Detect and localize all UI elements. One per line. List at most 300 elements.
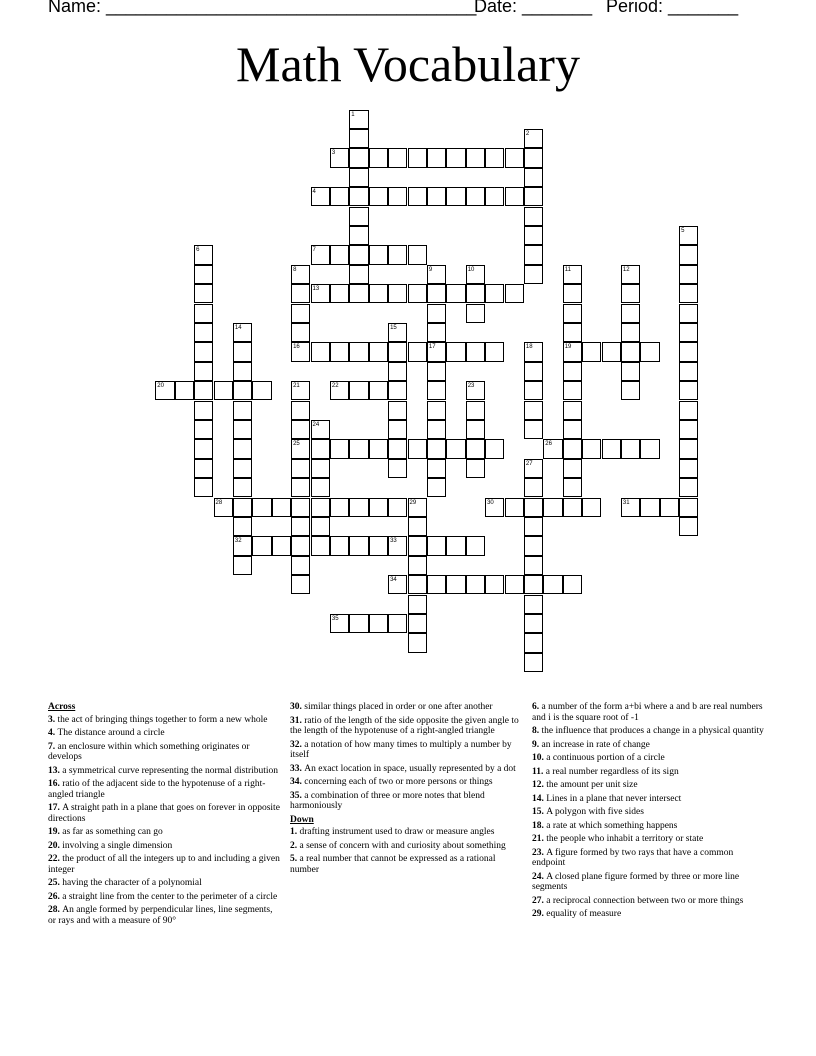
grid-cell[interactable] bbox=[349, 614, 368, 633]
grid-cell[interactable] bbox=[524, 498, 543, 517]
grid-cell[interactable] bbox=[466, 284, 485, 303]
grid-cell[interactable] bbox=[485, 284, 504, 303]
grid-cell[interactable] bbox=[330, 439, 349, 458]
grid-cell[interactable] bbox=[252, 381, 271, 400]
clue-item-text: A figure formed by two rays that have a common endpoint bbox=[532, 847, 734, 868]
grid-cell[interactable] bbox=[349, 168, 368, 187]
grid-cell[interactable] bbox=[369, 439, 388, 458]
clue-item bbox=[532, 753, 764, 764]
grid-cell[interactable] bbox=[621, 265, 640, 284]
clue-item bbox=[48, 742, 280, 763]
grid-cell[interactable] bbox=[369, 148, 388, 167]
grid-cell[interactable] bbox=[349, 207, 368, 226]
grid-cell[interactable] bbox=[505, 148, 524, 167]
clue-item-text: the influence that produces a change in a physical quantity bbox=[541, 726, 764, 736]
clue-item-number: 13. bbox=[48, 765, 63, 776]
grid-cell[interactable] bbox=[291, 478, 310, 497]
grid-cell[interactable] bbox=[679, 517, 698, 536]
clue-item-number: 29. bbox=[532, 909, 547, 919]
grid-cell[interactable] bbox=[427, 362, 446, 381]
date-field-label[interactable]: Date: _______ bbox=[474, 0, 593, 16]
grid-cell[interactable] bbox=[485, 498, 504, 517]
clue-item bbox=[532, 726, 764, 737]
grid-cell[interactable] bbox=[466, 304, 485, 323]
grid-cell[interactable] bbox=[679, 226, 698, 245]
clue-section-heading: Down bbox=[290, 814, 314, 825]
grid-cell[interactable] bbox=[563, 304, 582, 323]
clue-item bbox=[290, 791, 522, 812]
grid-cell[interactable] bbox=[505, 284, 524, 303]
grid-cell[interactable] bbox=[272, 498, 291, 517]
grid-cell[interactable] bbox=[349, 284, 368, 303]
grid-cell[interactable] bbox=[427, 478, 446, 497]
clue-item bbox=[290, 716, 522, 737]
grid-cell[interactable] bbox=[505, 498, 524, 517]
grid-cell[interactable] bbox=[427, 439, 446, 458]
grid-cell[interactable] bbox=[524, 420, 543, 439]
grid-cell[interactable] bbox=[311, 342, 330, 361]
grid-cell[interactable] bbox=[485, 439, 504, 458]
grid-cell[interactable] bbox=[194, 478, 213, 497]
grid-cell[interactable] bbox=[194, 342, 213, 361]
grid-cell[interactable] bbox=[679, 323, 698, 342]
grid-cell[interactable] bbox=[679, 498, 698, 517]
grid-cell[interactable] bbox=[291, 323, 310, 342]
grid-cell[interactable] bbox=[311, 245, 330, 264]
grid-cell[interactable] bbox=[543, 439, 562, 458]
grid-cell[interactable] bbox=[485, 575, 504, 594]
grid-cell[interactable] bbox=[233, 536, 252, 555]
clue-number: 5 bbox=[681, 227, 685, 234]
grid-cell[interactable] bbox=[369, 187, 388, 206]
grid-cell[interactable] bbox=[330, 342, 349, 361]
grid-cell[interactable] bbox=[621, 498, 640, 517]
grid-cell[interactable] bbox=[524, 556, 543, 575]
grid-cell[interactable] bbox=[563, 478, 582, 497]
grid-cell[interactable] bbox=[563, 401, 582, 420]
grid-cell[interactable] bbox=[679, 362, 698, 381]
grid-cell[interactable] bbox=[524, 459, 543, 478]
grid-cell[interactable] bbox=[679, 439, 698, 458]
grid-cell[interactable] bbox=[349, 439, 368, 458]
grid-cell[interactable] bbox=[291, 517, 310, 536]
grid-cell[interactable] bbox=[155, 381, 174, 400]
grid-cell[interactable] bbox=[349, 381, 368, 400]
grid-cell[interactable] bbox=[505, 575, 524, 594]
grid-cell[interactable] bbox=[563, 284, 582, 303]
grid-cell[interactable] bbox=[194, 245, 213, 264]
grid-cell[interactable] bbox=[427, 536, 446, 555]
clue-item bbox=[532, 872, 764, 893]
grid-cell[interactable] bbox=[446, 575, 465, 594]
grid-cell[interactable] bbox=[408, 536, 427, 555]
clue-item-text: involving a single dimension bbox=[62, 840, 173, 851]
grid-cell[interactable] bbox=[369, 381, 388, 400]
grid-cell[interactable] bbox=[194, 323, 213, 342]
grid-cell[interactable] bbox=[679, 265, 698, 284]
grid-cell[interactable] bbox=[388, 187, 407, 206]
grid-cell[interactable] bbox=[621, 381, 640, 400]
grid-cell[interactable] bbox=[408, 517, 427, 536]
grid-cell[interactable] bbox=[388, 614, 407, 633]
grid-cell[interactable] bbox=[291, 342, 310, 361]
grid-cell[interactable] bbox=[524, 265, 543, 284]
grid-cell[interactable] bbox=[349, 498, 368, 517]
clue-number: 11 bbox=[564, 266, 571, 273]
grid-cell[interactable] bbox=[311, 478, 330, 497]
grid-cell[interactable] bbox=[311, 517, 330, 536]
grid-cell[interactable] bbox=[621, 362, 640, 381]
grid-cell[interactable] bbox=[272, 536, 291, 555]
grid-cell[interactable] bbox=[369, 614, 388, 633]
grid-cell[interactable] bbox=[388, 575, 407, 594]
grid-cell[interactable] bbox=[408, 595, 427, 614]
grid-cell[interactable] bbox=[660, 498, 679, 517]
grid-cell[interactable] bbox=[252, 536, 271, 555]
grid-cell[interactable] bbox=[388, 362, 407, 381]
grid-cell[interactable] bbox=[446, 342, 465, 361]
grid-cell[interactable] bbox=[466, 342, 485, 361]
clue-number: 19 bbox=[564, 344, 572, 351]
clue-item-number: 3. bbox=[48, 714, 58, 725]
grid-cell[interactable] bbox=[466, 439, 485, 458]
grid-cell[interactable] bbox=[194, 284, 213, 303]
grid-cell[interactable] bbox=[388, 323, 407, 342]
grid-cell[interactable] bbox=[349, 342, 368, 361]
grid-cell[interactable] bbox=[524, 633, 543, 652]
grid-cell[interactable] bbox=[563, 459, 582, 478]
grid-cell[interactable] bbox=[311, 439, 330, 458]
grid-cell[interactable] bbox=[563, 362, 582, 381]
grid-cell[interactable] bbox=[427, 420, 446, 439]
grid-cell[interactable] bbox=[233, 323, 252, 342]
grid-cell[interactable] bbox=[175, 381, 194, 400]
grid-cell[interactable] bbox=[427, 148, 446, 167]
grid-cell[interactable] bbox=[524, 148, 543, 167]
grid-cell[interactable] bbox=[291, 575, 310, 594]
grid-cell[interactable] bbox=[330, 381, 349, 400]
grid-cell[interactable] bbox=[679, 478, 698, 497]
grid-cell[interactable] bbox=[427, 381, 446, 400]
grid-cell[interactable] bbox=[524, 168, 543, 187]
grid-cell[interactable] bbox=[330, 148, 349, 167]
clue-item bbox=[48, 827, 280, 838]
grid-cell[interactable] bbox=[563, 498, 582, 517]
grid-cell[interactable] bbox=[427, 575, 446, 594]
grid-cell[interactable] bbox=[621, 342, 640, 361]
grid-cell[interactable] bbox=[679, 420, 698, 439]
grid-cell[interactable] bbox=[582, 498, 601, 517]
grid-cell[interactable] bbox=[233, 478, 252, 497]
grid-cell[interactable] bbox=[563, 575, 582, 594]
grid-cell[interactable] bbox=[194, 265, 213, 284]
grid-cell[interactable] bbox=[524, 129, 543, 148]
grid-cell[interactable] bbox=[388, 536, 407, 555]
grid-cell[interactable] bbox=[233, 459, 252, 478]
grid-cell[interactable] bbox=[679, 304, 698, 323]
grid-cell[interactable] bbox=[427, 323, 446, 342]
grid-cell[interactable] bbox=[291, 536, 310, 555]
grid-cell[interactable] bbox=[466, 459, 485, 478]
period-field-label[interactable]: Period: _______ bbox=[606, 0, 739, 16]
grid-cell[interactable] bbox=[485, 148, 504, 167]
grid-cell[interactable] bbox=[330, 614, 349, 633]
grid-cell[interactable] bbox=[233, 362, 252, 381]
grid-cell[interactable] bbox=[621, 304, 640, 323]
grid-cell[interactable] bbox=[427, 459, 446, 478]
grid-cell[interactable] bbox=[408, 498, 427, 517]
grid-cell[interactable] bbox=[466, 265, 485, 284]
grid-cell[interactable] bbox=[194, 362, 213, 381]
grid-cell[interactable] bbox=[563, 439, 582, 458]
clue-item-number: 14. bbox=[532, 793, 547, 804]
grid-cell[interactable] bbox=[524, 342, 543, 361]
grid-cell[interactable] bbox=[311, 284, 330, 303]
grid-cell[interactable] bbox=[194, 401, 213, 420]
grid-cell[interactable] bbox=[485, 187, 504, 206]
grid-cell[interactable] bbox=[679, 381, 698, 400]
grid-cell[interactable] bbox=[388, 401, 407, 420]
grid-cell[interactable] bbox=[291, 439, 310, 458]
grid-cell[interactable] bbox=[233, 401, 252, 420]
grid-cell[interactable] bbox=[330, 284, 349, 303]
grid-cell[interactable] bbox=[427, 284, 446, 303]
clue-item-text: a notation of how many times to multiply a number by itself bbox=[290, 739, 512, 760]
grid-cell[interactable] bbox=[388, 439, 407, 458]
grid-cell[interactable] bbox=[563, 342, 582, 361]
grid-cell[interactable] bbox=[524, 187, 543, 206]
grid-cell[interactable] bbox=[349, 129, 368, 148]
clue-number: 13 bbox=[312, 286, 320, 293]
clue-number: 28 bbox=[215, 499, 223, 506]
grid-cell[interactable] bbox=[349, 226, 368, 245]
grid-cell[interactable] bbox=[640, 439, 659, 458]
grid-cell[interactable] bbox=[194, 439, 213, 458]
grid-cell[interactable] bbox=[388, 342, 407, 361]
clue-item-text: the people who inhabit a territory or state bbox=[546, 834, 704, 844]
grid-cell[interactable] bbox=[427, 265, 446, 284]
grid-cell[interactable] bbox=[640, 342, 659, 361]
grid-cell[interactable] bbox=[311, 187, 330, 206]
grid-cell[interactable] bbox=[485, 342, 504, 361]
grid-cell[interactable] bbox=[524, 536, 543, 555]
grid-cell[interactable] bbox=[621, 323, 640, 342]
grid-cell[interactable] bbox=[524, 207, 543, 226]
grid-cell[interactable] bbox=[408, 284, 427, 303]
grid-cell[interactable] bbox=[408, 614, 427, 633]
grid-cell[interactable] bbox=[233, 381, 252, 400]
grid-cell[interactable] bbox=[369, 536, 388, 555]
grid-cell[interactable] bbox=[291, 265, 310, 284]
clue-number: 1 bbox=[351, 111, 355, 118]
grid-cell[interactable] bbox=[524, 226, 543, 245]
grid-cell[interactable] bbox=[466, 420, 485, 439]
grid-cell[interactable] bbox=[543, 575, 562, 594]
clue-number: 14 bbox=[234, 324, 242, 331]
grid-cell[interactable] bbox=[233, 517, 252, 536]
grid-cell[interactable] bbox=[349, 265, 368, 284]
grid-cell[interactable] bbox=[466, 401, 485, 420]
clue-item-text: drafting instrument used to draw or measure angles bbox=[299, 827, 495, 837]
grid-cell[interactable] bbox=[369, 284, 388, 303]
grid-cell[interactable] bbox=[563, 420, 582, 439]
clue-item-number: 7. bbox=[48, 741, 58, 752]
grid-cell[interactable] bbox=[679, 401, 698, 420]
grid-cell[interactable] bbox=[679, 459, 698, 478]
grid-cell[interactable] bbox=[349, 187, 368, 206]
clue-item bbox=[48, 728, 280, 739]
grid-cell[interactable] bbox=[524, 517, 543, 536]
grid-cell[interactable] bbox=[427, 401, 446, 420]
grid-cell[interactable] bbox=[466, 381, 485, 400]
grid-cell[interactable] bbox=[194, 381, 213, 400]
grid-cell[interactable] bbox=[388, 381, 407, 400]
grid-cell[interactable] bbox=[582, 439, 601, 458]
grid-cell[interactable] bbox=[233, 556, 252, 575]
grid-cell[interactable] bbox=[291, 556, 310, 575]
grid-cell[interactable] bbox=[505, 187, 524, 206]
grid-cell[interactable] bbox=[311, 536, 330, 555]
grid-cell[interactable] bbox=[388, 148, 407, 167]
grid-cell[interactable] bbox=[446, 148, 465, 167]
grid-cell[interactable] bbox=[524, 401, 543, 420]
grid-cell[interactable] bbox=[311, 498, 330, 517]
clue-item bbox=[290, 764, 522, 775]
grid-cell[interactable] bbox=[291, 459, 310, 478]
grid-cell[interactable] bbox=[291, 420, 310, 439]
grid-cell[interactable] bbox=[194, 420, 213, 439]
grid-cell[interactable] bbox=[369, 245, 388, 264]
clue-item bbox=[532, 807, 764, 818]
grid-cell[interactable] bbox=[408, 148, 427, 167]
clue-item-number: 35. bbox=[290, 790, 305, 801]
grid-cell[interactable] bbox=[408, 439, 427, 458]
clue-item-number: 1. bbox=[290, 827, 300, 837]
grid-cell[interactable] bbox=[446, 284, 465, 303]
grid-cell[interactable] bbox=[602, 342, 621, 361]
grid-cell[interactable] bbox=[349, 536, 368, 555]
grid-cell[interactable] bbox=[330, 187, 349, 206]
clue-item bbox=[532, 848, 764, 869]
grid-cell[interactable] bbox=[524, 362, 543, 381]
clue-number: 10 bbox=[467, 266, 475, 273]
grid-cell[interactable] bbox=[388, 459, 407, 478]
clue-item bbox=[532, 834, 764, 845]
grid-cell[interactable] bbox=[524, 478, 543, 497]
grid-cell[interactable] bbox=[466, 536, 485, 555]
grid-cell[interactable] bbox=[582, 342, 601, 361]
grid-cell[interactable] bbox=[679, 245, 698, 264]
grid-cell[interactable] bbox=[679, 284, 698, 303]
clue-item-text: The distance around a circle bbox=[57, 728, 165, 738]
clue-item-text: Lines in a plane that never intersect bbox=[546, 793, 682, 804]
grid-cell[interactable] bbox=[621, 439, 640, 458]
grid-cell[interactable] bbox=[408, 245, 427, 264]
grid-cell[interactable] bbox=[291, 284, 310, 303]
grid-cell[interactable] bbox=[446, 536, 465, 555]
grid-cell[interactable] bbox=[233, 420, 252, 439]
grid-cell[interactable] bbox=[427, 187, 446, 206]
grid-cell[interactable] bbox=[524, 245, 543, 264]
grid-cell[interactable] bbox=[543, 498, 562, 517]
grid-cell[interactable] bbox=[369, 342, 388, 361]
grid-cell[interactable] bbox=[291, 498, 310, 517]
grid-cell[interactable] bbox=[524, 653, 543, 672]
grid-cell[interactable] bbox=[466, 148, 485, 167]
grid-cell[interactable] bbox=[330, 245, 349, 264]
grid-cell[interactable] bbox=[214, 381, 233, 400]
grid-cell[interactable] bbox=[349, 110, 368, 129]
grid-cell[interactable] bbox=[252, 498, 271, 517]
grid-cell[interactable] bbox=[388, 420, 407, 439]
grid-cell[interactable] bbox=[388, 245, 407, 264]
grid-cell[interactable] bbox=[408, 556, 427, 575]
grid-cell[interactable] bbox=[408, 633, 427, 652]
grid-cell[interactable] bbox=[446, 439, 465, 458]
grid-cell[interactable] bbox=[446, 187, 465, 206]
grid-cell[interactable] bbox=[369, 498, 388, 517]
grid-cell[interactable] bbox=[311, 420, 330, 439]
grid-cell[interactable] bbox=[291, 304, 310, 323]
grid-cell[interactable] bbox=[349, 148, 368, 167]
grid-cell[interactable] bbox=[408, 342, 427, 361]
grid-cell[interactable] bbox=[408, 187, 427, 206]
grid-cell[interactable] bbox=[330, 536, 349, 555]
grid-cell[interactable] bbox=[233, 342, 252, 361]
grid-cell[interactable] bbox=[621, 284, 640, 303]
grid-cell[interactable] bbox=[408, 575, 427, 594]
grid-cell[interactable] bbox=[194, 304, 213, 323]
grid-cell[interactable] bbox=[233, 498, 252, 517]
grid-cell[interactable] bbox=[563, 265, 582, 284]
grid-cell[interactable] bbox=[524, 381, 543, 400]
grid-cell[interactable] bbox=[291, 401, 310, 420]
clue-item bbox=[48, 841, 280, 852]
grid-cell[interactable] bbox=[524, 575, 543, 594]
grid-cell[interactable] bbox=[233, 439, 252, 458]
clue-item-text: ratio of the length of the side opposite the given angle to the length of the hypotenuse of a right-angled triangle bbox=[290, 715, 519, 736]
grid-cell[interactable] bbox=[427, 304, 446, 323]
grid-cell[interactable] bbox=[194, 459, 213, 478]
grid-cell[interactable] bbox=[563, 381, 582, 400]
name-field-label[interactable]: Name: _____________________________________ bbox=[48, 0, 477, 16]
grid-cell[interactable] bbox=[466, 187, 485, 206]
grid-cell[interactable] bbox=[349, 245, 368, 264]
grid-cell[interactable] bbox=[524, 614, 543, 633]
grid-cell[interactable] bbox=[563, 323, 582, 342]
clue-item-text: a reciprocal connection between two or more things bbox=[546, 895, 744, 906]
grid-cell[interactable] bbox=[602, 439, 621, 458]
grid-cell[interactable] bbox=[388, 284, 407, 303]
grid-cell[interactable] bbox=[214, 498, 233, 517]
clue-item-text: A closed plane figure formed by three or more line segments bbox=[532, 871, 740, 892]
clue-number: 31 bbox=[622, 499, 630, 506]
grid-cell[interactable] bbox=[679, 342, 698, 361]
grid-cell[interactable] bbox=[466, 575, 485, 594]
grid-cell[interactable] bbox=[427, 342, 446, 361]
clue-item-text: a symmetrical curve representing the normal distribution bbox=[62, 765, 279, 776]
grid-cell[interactable] bbox=[388, 498, 407, 517]
grid-cell[interactable] bbox=[311, 459, 330, 478]
grid-cell[interactable] bbox=[640, 498, 659, 517]
clue-number: 21 bbox=[293, 383, 300, 390]
grid-cell[interactable] bbox=[524, 595, 543, 614]
clue-item-number: 27. bbox=[532, 895, 547, 906]
grid-cell[interactable] bbox=[330, 498, 349, 517]
grid-cell[interactable] bbox=[291, 381, 310, 400]
clue-item bbox=[532, 821, 764, 832]
clue-number: 9 bbox=[428, 266, 433, 273]
